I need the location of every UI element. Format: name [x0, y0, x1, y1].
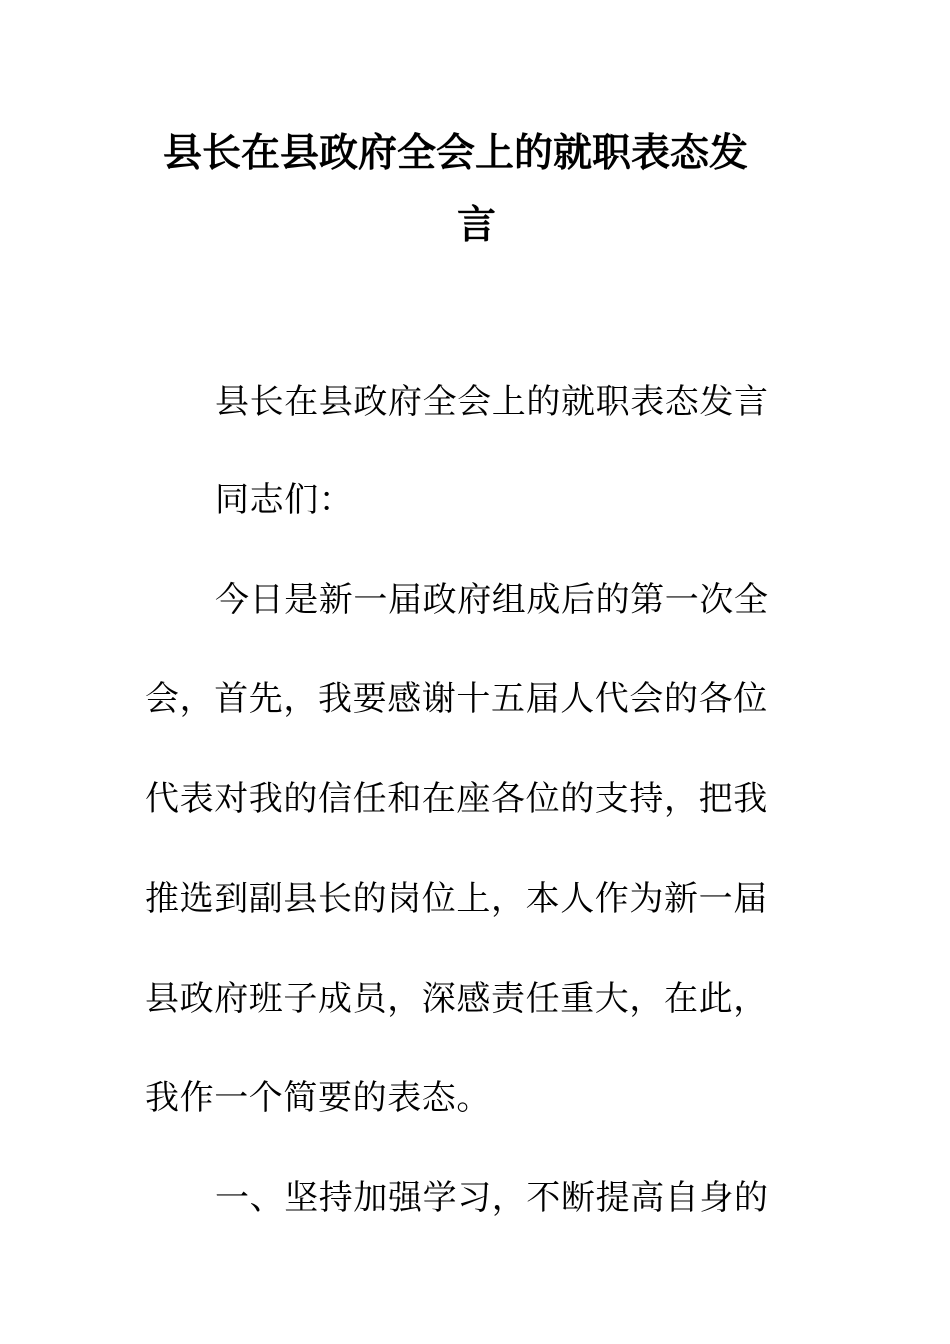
body-line-section-heading: 一、坚持加强学习，不断提高自身的 — [215, 1178, 769, 1218]
body-line-heading: 县长在县政府全会上的就职表态发言 — [215, 382, 769, 422]
body-line: 县政府班子成员，深感责任重大，在此， — [145, 979, 768, 1019]
body-line-salutation: 同志们： — [215, 480, 354, 520]
body-line: 今日是新一届政府组成后的第一次全 — [215, 580, 769, 620]
body-line: 代表对我的信任和在座各位的支持，把我 — [145, 779, 768, 819]
document-title-line-1: 县长在县政府全会上的就职表态发 — [163, 130, 749, 176]
body-line: 推选到副县长的岗位上，本人作为新一届 — [145, 879, 768, 919]
body-line: 会，首先，我要感谢十五届人代会的各位 — [145, 679, 768, 719]
body-line: 我作一个简要的表态。 — [145, 1078, 491, 1118]
document-title-line-2: 言 — [457, 202, 497, 248]
